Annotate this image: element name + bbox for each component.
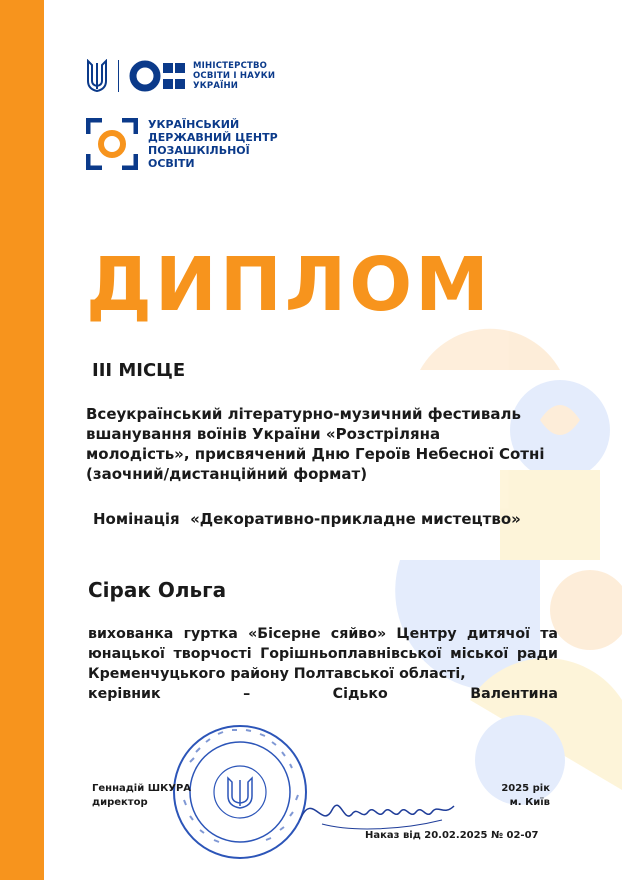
description-main: вихованка гуртка «Бісерне сяйво» Центру дитячої та юнацької творчості Горішньоплавнівської міської ради Кременчуцького району Полтавської області, [88,626,558,682]
description-last: керівник – Сідько Валентина [88,686,558,702]
center-name [148,118,278,170]
issue-city: м. Київ [509,797,550,808]
center-mark-icon [86,118,138,170]
diploma-title: ДИПЛОМ [86,242,492,328]
center-logo [86,118,278,170]
recipient-name: Сірак Ольга [88,578,227,602]
ministry-logo [86,56,275,96]
ministry-mark-icon [129,59,187,93]
issue-year: 2025 рік [501,783,550,794]
date-location-block [470,782,550,810]
signatory-block [92,782,191,810]
recipient-description [88,624,558,704]
center-name-line: ПОЗАШКІЛЬНОЇ [148,144,250,157]
festival-line: Всеукраїнський літературно-музичний фестиваль [86,405,521,423]
festival-line: молодість», присвячений Дню Героїв Небесної Сотні [86,445,545,463]
signatory-position: директор [92,797,148,808]
ministry-name [193,61,275,91]
signatory-name: Геннадій ШКУРА [92,783,192,794]
place-heading: ІІІ МІСЦЕ [92,360,186,381]
nomination: Номінація «Декоративно-прикладне мистецтво» [93,510,521,528]
ministry-name-line: ОСВІТИ І НАУКИ [193,71,276,81]
center-name-line: ДЕРЖАВНИЙ ЦЕНТР [148,131,278,144]
logo-separator [118,60,119,92]
ministry-name-line: УКРАЇНИ [193,81,239,91]
trident-icon [86,59,108,93]
festival-name [86,404,556,484]
order-reference: Наказ від 20.02.2025 № 02-07 [365,830,539,841]
center-name-line: ОСВІТИ [148,157,195,170]
festival-line: (заочний/дистанційний формат) [86,465,368,483]
festival-line: вшанування воїнів України «Розстріляна [86,425,441,443]
center-name-line: УКРАЇНСЬКИЙ [148,118,240,131]
ministry-name-line: МІНІСТЕРСТВО [193,61,268,71]
